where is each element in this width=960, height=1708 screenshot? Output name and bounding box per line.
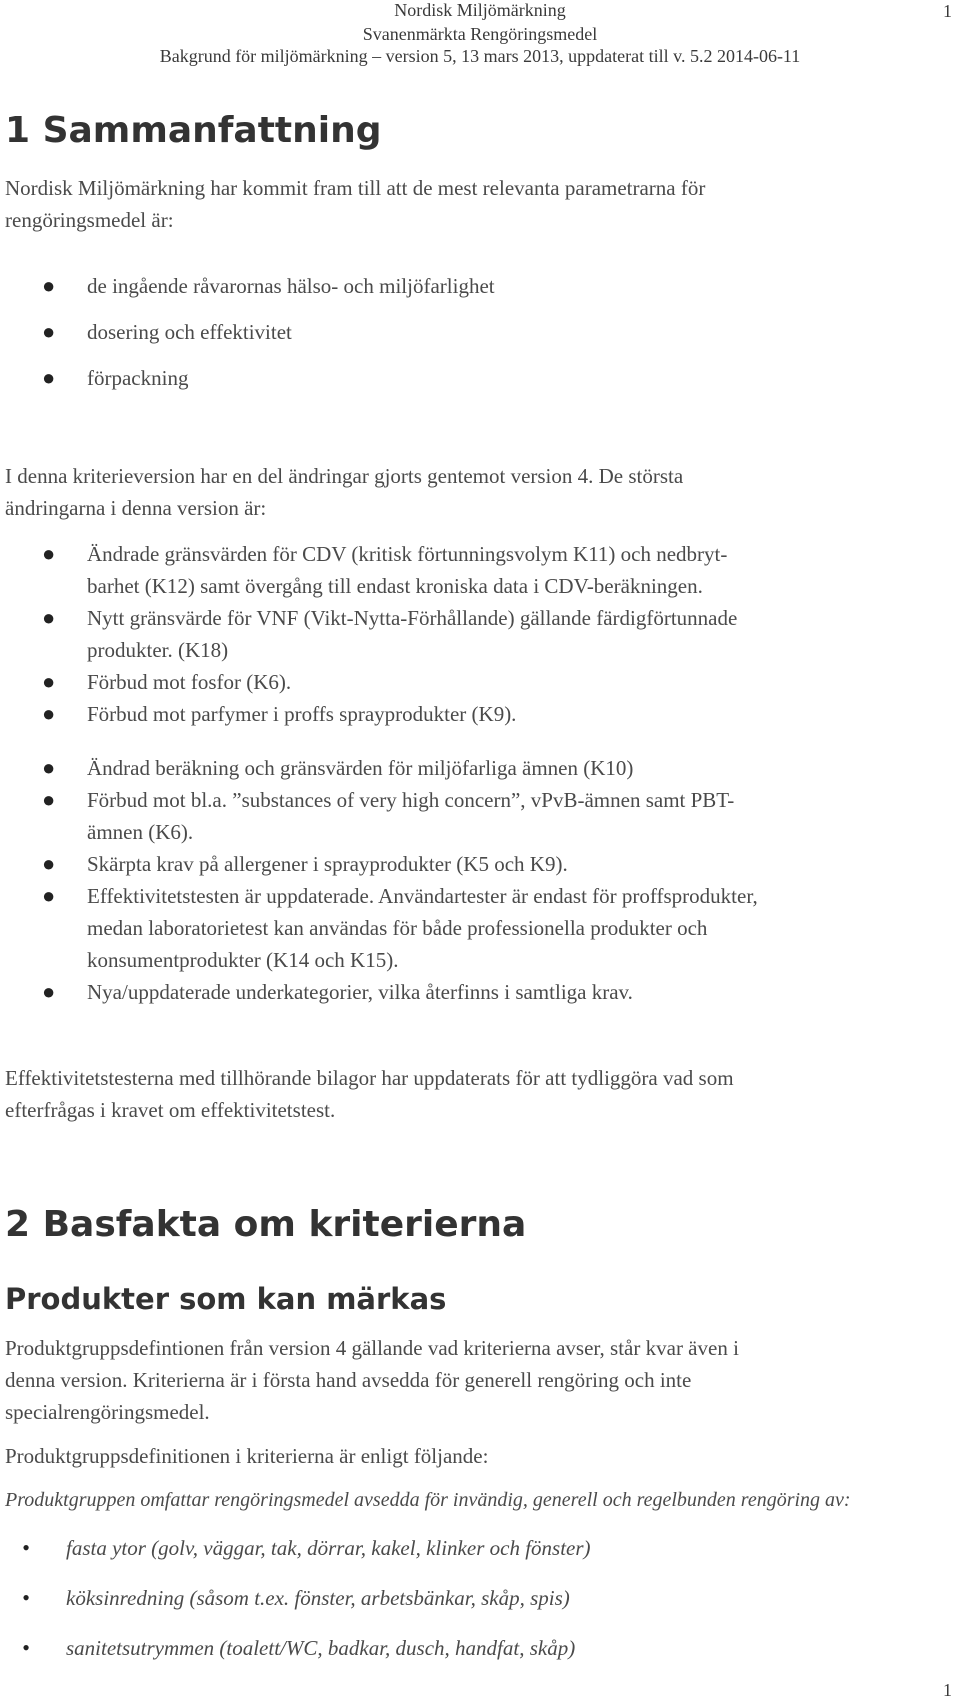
header-version-info: Bakgrund för miljömärkning – version 5, 13 mars 2013, uppdaterat till v. 5.2 2014-06-11 (159, 46, 801, 66)
relevant-parameters-list (0, 270, 955, 394)
product-scope-list (0, 1532, 955, 1664)
list-item: ● Förbud mot parfymer i proffs sprayprodukter (K9). (42, 701, 517, 726)
list-item: • fasta ytor (golv, väggar, tak, dörrar, kakel, klinker och fönster) (22, 1535, 591, 1560)
changes-list-part-1 (0, 538, 955, 730)
page-header (0, 0, 960, 70)
changes-list-part-2 (0, 752, 955, 1008)
list-item: • sanitetsutrymmen (toalett/WC, badkar, dusch, handfat, skåp) (22, 1635, 576, 1660)
section-2-heading: 2 Basfakta om kriterierna (5, 1204, 527, 1245)
list-item: ● Effektivitetstesten är uppdaterade. Användartester är endast för proffsprodukter, medan laboratorietest kan användas för både professionella produkter och konsumentprodukter (K14 och K15). (42, 883, 758, 972)
footer-page-number: 1 (943, 1680, 952, 1700)
list-item: • köksinredning (såsom t.ex. fönster, arbetsbänkar, skåp, spis) (22, 1585, 570, 1610)
list-item: ● dosering och effektivitet (42, 319, 292, 344)
header-document-title: Svanenmärkta Rengöringsmedel (362, 24, 598, 44)
list-item: ● förpackning (42, 365, 189, 390)
list-item: ● Nytt gränsvärde för VNF (Vikt-Nytta-Förhållande) gällande färdigförtunnade produkter. (K18) (42, 605, 738, 662)
header-page-number: 1 (943, 1, 952, 21)
list-item: ● Förbud mot fosfor (K6). (42, 669, 292, 694)
definition-italic-paragraph: Produktgruppen omfattar rengöringsmedel avsedda för invändig, generell och regelbunden rengöring av: (5, 1489, 851, 1511)
list-item: ● Nya/uppdaterade underkategorier, vilka återfinns i samtliga krav. (42, 979, 633, 1004)
list-item: ● Förbud mot bl.a. ”substances of very high concern”, vPvB-ämnen samt PBT- ämnen (K6). (42, 787, 735, 844)
product-group-paragraph: Produktgruppsdefintionen från version 4 gällande vad kriterierna avser, står kvar även i denna version. Kriterierna är i första hand avsedda för generell rengöring och inte specialrengöringsmedel. (5, 1336, 739, 1424)
list-item: ● Ändrade gränsvärden för CDV (kritisk förtunningsvolym K11) och nedbryt- barhet (K12) samt övergång till endast kroniska data i CDV-beräkningen. (42, 541, 728, 598)
header-organization: Nordisk Miljömärkning (394, 0, 566, 20)
effectiveness-tests-paragraph: Effektivitetstesterna med tillhörande bilagor har uppdaterats för att tydliggöra vad som efterfrågas i kravet om effektivitetstest. (5, 1066, 734, 1122)
definition-intro-paragraph: Produktgruppsdefinitionen i kriterierna är enligt följande: (5, 1444, 489, 1468)
changes-intro-paragraph: I denna kriterieversion har en del ändringar gjorts gentemot version 4. De största ändringarna i denna version är: (5, 464, 684, 520)
summary-intro-paragraph: Nordisk Miljömärkning har kommit fram till att de mest relevanta parametrarna för rengöringsmedel är: (5, 176, 706, 232)
list-item: ● Ändrad beräkning och gränsvärden för miljöfarliga ämnen (K10) (42, 755, 634, 780)
section-1-heading: 1 Sammanfattning (5, 110, 382, 151)
list-item: ● Skärpta krav på allergener i sprayprodukter (K5 och K9). (42, 851, 568, 876)
list-item: ● de ingående råvarornas hälso- och miljöfarlighet (42, 273, 495, 298)
subsection-heading: Produkter som kan märkas (5, 1282, 447, 1316)
